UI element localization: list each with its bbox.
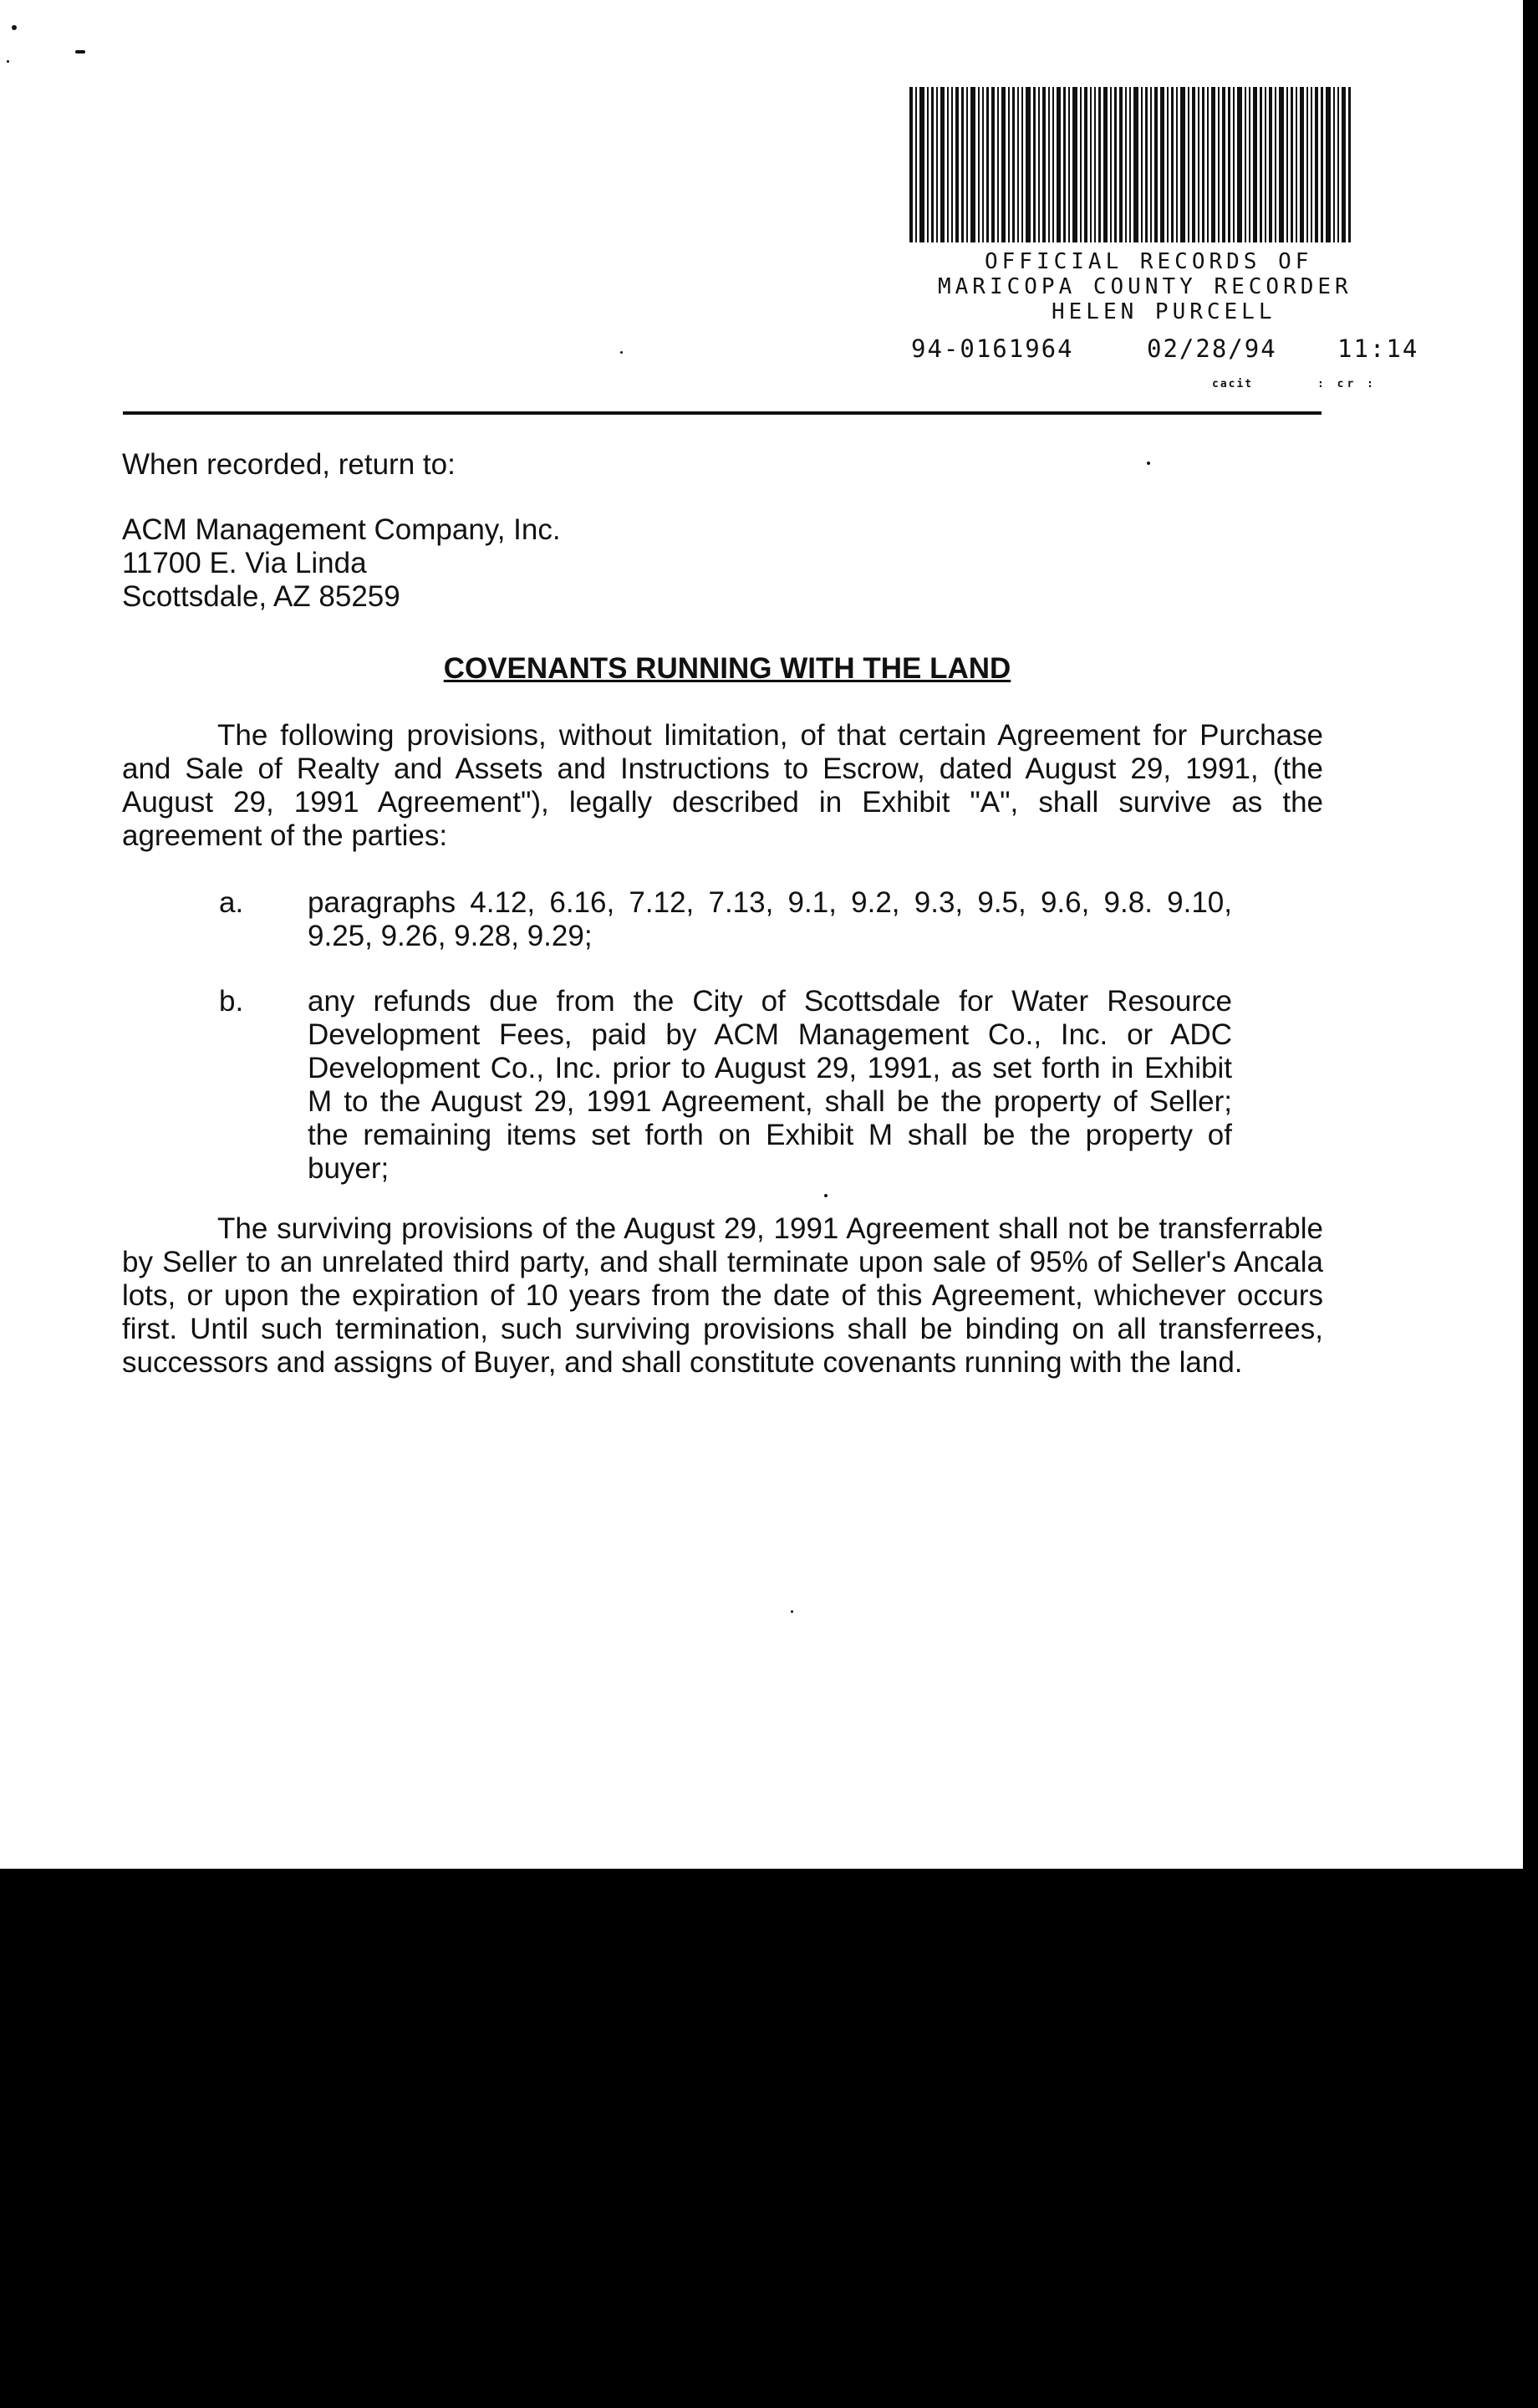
barcode-bar [1017,87,1019,242]
barcode-bar [1154,87,1158,242]
return-to-label: When recorded, return to: [122,448,456,481]
barcode-bar [1063,87,1066,242]
document-title: COVENANTS RUNNING WITH THE LAND [443,652,1011,685]
barcode-bar [966,87,968,242]
barcode-bar [1260,87,1262,242]
barcode-bar [1133,87,1138,242]
barcode-bar [986,87,989,242]
barcode-bar [1090,87,1092,242]
scan-speck [824,1194,828,1197]
barcode-bar [1125,87,1127,242]
barcode-bar [1119,87,1123,242]
recorder-stamp-line-1: OFFICIAL RECORDS OF [985,249,1313,274]
recorder-stamp-line-2: MARICOPA COUNTY RECORDER [938,274,1352,299]
item-a-text: paragraphs 4.12, 6.16, 7.12, 7.13, 9.1, 9.2, 9.3, 9.5, 9.6, 9.8. 9.10, 9.25, 9.26, 9.28, 9.29; [308,886,1232,952]
barcode-bar [1279,87,1284,242]
barcode-bar [951,87,953,242]
barcode-bar [915,87,917,242]
barcode-bar [1160,87,1164,242]
barcode-bar [978,87,980,242]
barcode-bar [1296,87,1297,242]
barcode-bar [1167,87,1169,242]
scan-speck [75,50,85,54]
barcode-bar [1171,87,1174,242]
barcode-bar [927,87,929,242]
barcode-bar [1291,87,1293,242]
barcode-bar [947,87,949,242]
barcode-bar [997,87,999,242]
barcode-bar [991,87,995,242]
barcode-bar [1176,87,1178,242]
barcode-bar [931,87,934,242]
barcode-bar [1311,87,1312,242]
barcode-bar [1094,87,1096,242]
barcode-bar [1321,87,1323,242]
barcode-bar [1275,87,1276,242]
barcode-bar [909,87,913,242]
barcode-bar [1198,87,1199,242]
barcode-bar [1265,87,1266,242]
barcode-bar [1114,87,1117,242]
scan-speck [620,351,623,354]
barcode-bar [961,87,964,242]
recording-date: 02/28/94 [1147,334,1277,363]
barcode-bar [1237,87,1242,242]
barcode-bar [1103,87,1108,242]
barcode-bar [1315,87,1318,242]
barcode-bar [1110,87,1112,242]
item-b-marker: b. [219,985,244,1018]
barcode-bar [940,87,945,242]
barcode-bar [1300,87,1304,242]
barcode-bar [1129,87,1131,242]
barcode-bar [982,87,984,242]
scan-edge [1523,0,1538,1869]
barcode-bar [1192,87,1195,242]
docket-number: 94-0161964 [911,334,1074,363]
barcode-bar [970,87,975,242]
barcode-bar [1084,87,1087,242]
barcode-bar [1269,87,1272,242]
barcode-bar [1348,87,1351,242]
barcode-bar [1333,87,1335,242]
barcode-bar [1222,87,1225,242]
barcode-bar [1306,87,1308,242]
barcode-bar [1286,87,1288,242]
item-a-marker: a. [219,886,244,919]
recorder-stamp-line-3: HELEN PURCELL [1052,299,1276,324]
return-company: ACM Management Company, Inc. [122,513,561,546]
barcode-bar [1245,87,1246,242]
barcode-bar [1021,87,1023,242]
barcode-bar [1342,87,1346,242]
barcode-bar [1249,87,1250,242]
stamp-small-print: : cr : [1317,378,1377,390]
barcode-bar [1228,87,1230,242]
barcode-bar [1253,87,1257,242]
barcode-bar [1026,87,1031,242]
barcode-bar [936,87,938,242]
barcode-bar [919,87,924,242]
barcode-bar [1326,87,1331,242]
barcode-bar [1042,87,1046,242]
barcode-bar [1180,87,1185,242]
closing-paragraph [122,1212,1323,1380]
stamp-small-print: cacit [1212,378,1254,390]
barcode-bar [1211,87,1215,242]
barcode [909,87,1403,242]
barcode-bar [1033,87,1036,242]
item-b-text: any refunds due from the City of Scottsdale for Water Resource Development Fees, paid by ACM Management Co., Inc. or ADC Development Co., Inc. prior to August 29, 1991, as set forth in Exhibit M to the August 29, 1991 Agreement, shall be the property of Seller; the remaining items set forth on Exhibit M shall be the property of buyer; [308,985,1232,1185]
return-street: 11700 E. Via Linda [122,547,367,579]
barcode-bar [1068,87,1070,242]
barcode-bar [1038,87,1040,242]
barcode-bar [1001,87,1006,242]
barcode-bar [1072,87,1077,242]
intro-paragraph-text: The following provisions, without limitation, of that certain Agreement for Purchase and Sale of Realty and Assets and Instructions to Escrow, dated August 29, 1991, (the August 29, 1991 Agreement"), legally described in Exhibit "A", shall survive as the agreement of the parties: [122,719,1323,852]
scan-speck [791,1610,793,1613]
barcode-bar [1218,87,1220,242]
barcode-bar [1141,87,1143,242]
barcode-bar [1150,87,1152,242]
scan-speck [1147,462,1150,465]
barcode-bar [1048,87,1050,242]
barcode-bar [1145,87,1148,242]
barcode-bar [1080,87,1082,242]
scan-speck [7,60,9,63]
barcode-bar [1052,87,1054,242]
barcode-bar [1057,87,1061,242]
return-city-state-zip: Scottsdale, AZ 85259 [122,580,400,613]
barcode-bar [1337,87,1339,242]
barcode-bar [1098,87,1101,242]
scan-speck [12,25,17,30]
recording-time: 11:14 [1337,334,1419,363]
barcode-bar [955,87,959,242]
header-divider [123,411,1322,415]
barcode-bar [1207,87,1209,242]
return-address [122,513,561,614]
barcode-bar [1012,87,1015,242]
barcode-bar [1233,87,1235,242]
barcode-bar [1202,87,1204,242]
barcode-bar [1008,87,1010,242]
intro-paragraph [122,719,1323,853]
closing-paragraph-text: The surviving provisions of the August 29, 1991 Agreement shall not be transferrable by Seller to an unrelated third party, and shall terminate upon sale of 95% of Seller's Ancala lots, or upon the expiration of 10 years from the date of this Agreement, whichever occurs first. Until such termination, such surviving provisions shall be binding on all transferrees, successors and assigns of Buyer, and shall constitute covenants running with the land. [122,1212,1323,1379]
barcode-bar [1188,87,1189,242]
